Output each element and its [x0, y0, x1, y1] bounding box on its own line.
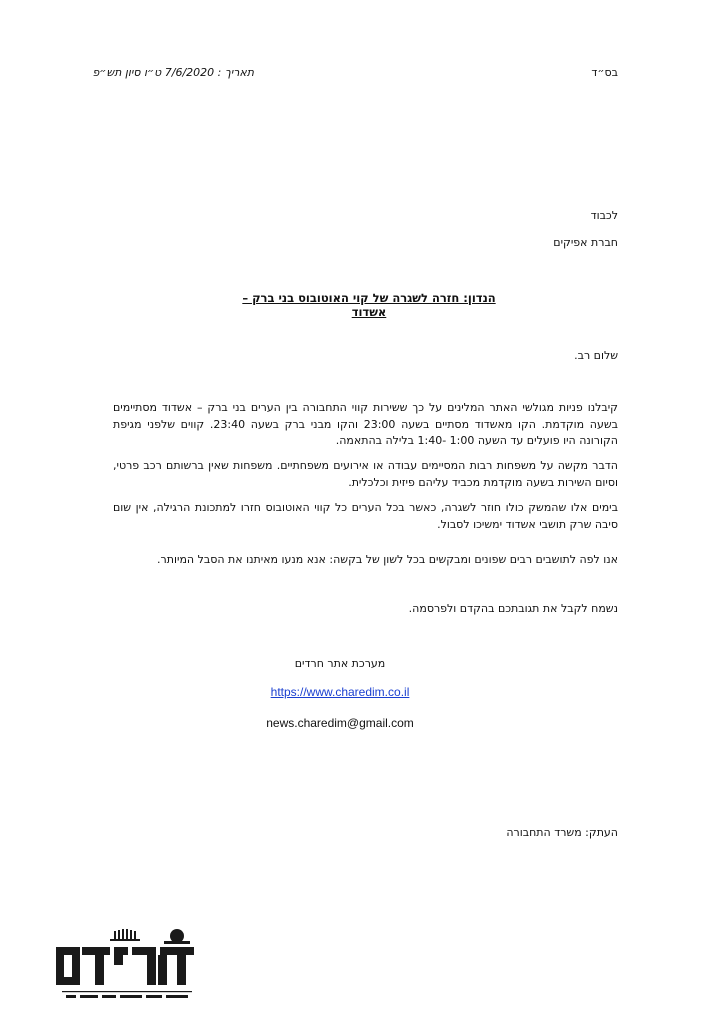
recipient-name: חברת אפיקים [553, 236, 618, 249]
charedim-logo [52, 925, 202, 1005]
letter-paragraph: בימים אלו שהמשק כולו חוזר לשגרה, כאשר בכל הערים כל קווי האוטובוס חזרו למתכונת הרגילה, אין שום סיבה שרק תושבי אשדוד ימשיכו לסבול. [113, 501, 618, 531]
letter-paragraph: הדבר מקשה על משפחות רבות המסיימים עבודה או אירועים משפחתיים. משפחות שאין ברשותם רכב פרטי, וסיום השירות בשעה מוקדמת מכביד עליהם פיזית וכלכלית. [113, 459, 618, 489]
recipient-title: לכבוד [590, 209, 618, 222]
letter-paragraph: נשמח לקבל את תגובתכם בהקדם ולפרסמה. [408, 602, 618, 615]
copy-to-line: העתק: משרד התחבורה [506, 826, 618, 839]
bsd-header: בס״ד [591, 66, 618, 79]
signature-team: מערכת אתר חרדים [294, 657, 386, 670]
letter-date: תאריך : 7/6/2020 ט״ו סיון תש״פ [92, 66, 254, 79]
signature-email: news.charedim@gmail.com [266, 716, 414, 730]
signature-website-link[interactable]: https://www.charedim.co.il [270, 685, 410, 699]
letter-paragraph: קיבלנו פניות מגולשי האתר המלינים על כך ששירות קווי התחבורה בין הערים בני ברק – אשדוד מסתיימים בשעה מוקדמת. הקו מאשדוד מסתיים בשעה 23:00 והקו מבני ברק בשעה 23:40. קווים שלפני מגיפת הקורונה היו פועלים עד השעה 1:00 -1:40 בלילה בהתאמה. [113, 401, 619, 447]
letter-greeting: שלום רב. [574, 349, 618, 362]
letter-subject: הנדון: חזרה לשגרה של קוי האוטובוס בני ברק – אשדוד [242, 291, 496, 319]
letter-paragraph: אנו לפה לתושבים רבים שפונים ומבקשים בכל לשון של בקשה: אנא מנעו מאיתנו את הסבל המיותר. [157, 553, 618, 566]
